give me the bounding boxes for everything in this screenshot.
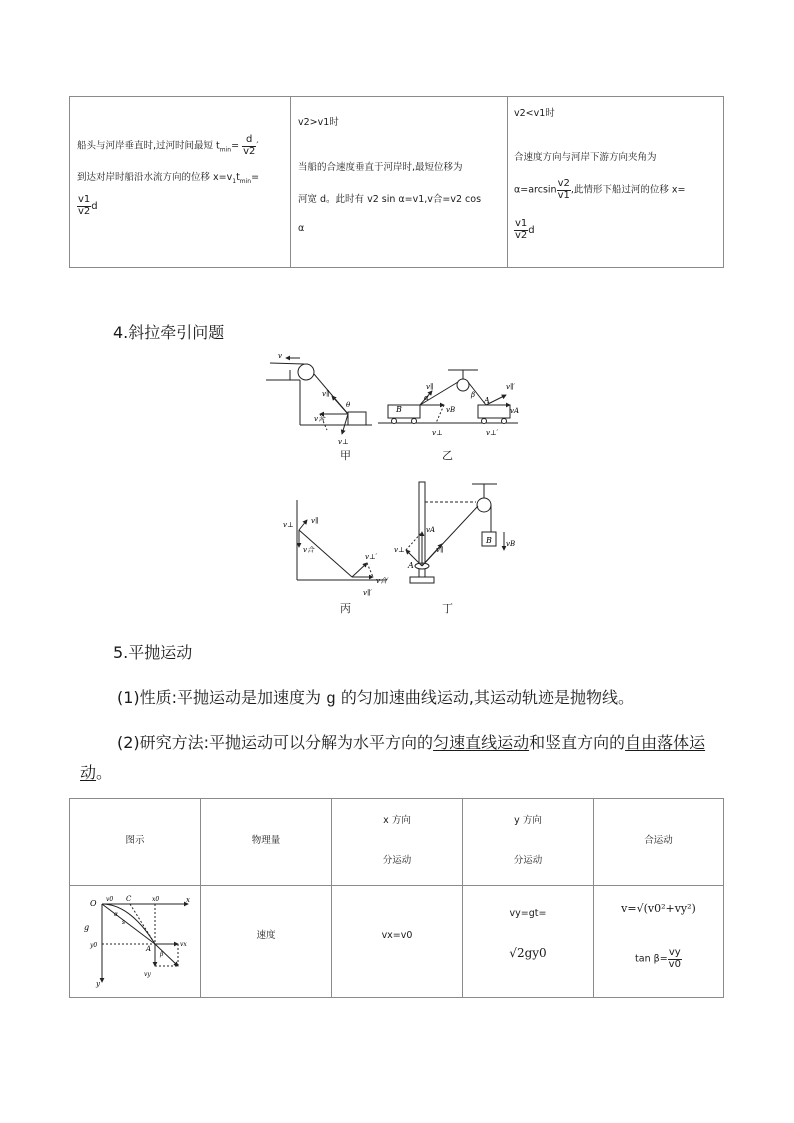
- table2-cell-qty: 速度: [201, 886, 332, 998]
- table1-col1-line2: 到达对岸时船沿水流方向的位移 $x=v_1t_{min}=$: [77, 172, 260, 185]
- table2-header-qty: 物理量: [201, 799, 332, 886]
- table2-header-x: x 方向 分运动: [332, 799, 463, 886]
- table2-header-y: y 方向 分运动: [463, 799, 594, 886]
- table1-col3-line1: v2<v1时: [514, 108, 555, 119]
- label-theta: θ: [346, 401, 351, 409]
- label-v: v: [278, 352, 282, 360]
- label-bing-v-parallel: v∥: [311, 517, 319, 525]
- label-bing-v-perp: v⊥: [283, 521, 294, 529]
- fraction-d-over-v2: $\frac{d}{v2}$: [243, 134, 256, 157]
- label-ding-vB: vB: [506, 540, 516, 548]
- figure-jia-label: 甲: [340, 449, 351, 462]
- label-yi-v-perp: v⊥: [432, 429, 443, 437]
- label-ding-B: B: [486, 536, 492, 545]
- table1-col3-line3: α=arcsin $\frac{v2}{v1}$ ,此情形下船过河的位移 x=: [514, 178, 686, 201]
- table1-col3-fraction: $\frac{v1}{v2}$ d: [515, 218, 535, 241]
- label-vB: vB: [446, 406, 456, 414]
- label-v-parallel-prime: v∥′: [506, 383, 515, 391]
- svg-text:g: g: [84, 923, 90, 932]
- label-B: B: [396, 405, 402, 414]
- figure-ding-diagram: [392, 480, 522, 590]
- figure-jia-diagram: [262, 350, 377, 450]
- label-v-parallel: v∥: [322, 390, 330, 398]
- label-ding-vA: vA: [426, 526, 436, 534]
- svg-text:x: x: [186, 896, 190, 904]
- label-yi-v-parallel: v∥: [426, 383, 434, 391]
- svg-text:β: β: [160, 951, 164, 958]
- table1-col3: [508, 97, 724, 268]
- svg-text:vx: vx: [180, 941, 187, 948]
- table2-header-combined: 合运动: [594, 799, 724, 886]
- label-ding-v-parallel: v∥: [436, 546, 444, 554]
- table1-col2: [291, 97, 508, 268]
- table1-col2-line2: 当船的合速度垂直于河岸时,最短位移为: [298, 162, 463, 173]
- table2-cell-combined: v=√(v0²+vy²) tan β= $\frac{vy}{v0}$: [594, 886, 724, 998]
- svg-text:x0: x0: [152, 896, 160, 903]
- label-A: A: [484, 396, 490, 405]
- projectile-diagram: [80, 894, 192, 989]
- figure-bing-diagram: [277, 495, 392, 600]
- label-bing-v-he: v合: [303, 546, 314, 554]
- svg-text:vy: vy: [144, 971, 151, 978]
- svg-text:y0: y0: [90, 942, 98, 949]
- section5-paragraph2-cont: 动。: [80, 763, 113, 782]
- figure-ding-label: 丁: [442, 602, 453, 615]
- table2-cell-figure: [70, 886, 201, 998]
- section5-paragraph2: (2)研究方法:平抛运动可以分解为水平方向的匀速直线运动和竖直方向的自由落体运: [117, 733, 706, 752]
- svg-text:s: s: [122, 919, 126, 926]
- label-bing-v-he-prime: v合′: [376, 577, 389, 585]
- table2-cell-vx: vx=v0: [332, 886, 463, 998]
- svg-text:O: O: [90, 899, 97, 908]
- figure-bing-label: 丙: [340, 602, 351, 615]
- figure-yi-label: 乙: [442, 449, 453, 462]
- label-v-perp-prime: v⊥′: [486, 429, 499, 437]
- tan-beta-formula: tan β= $\frac{vy}{v0}$: [635, 947, 681, 970]
- table2-cell-vy: vy=gt= √2gy0: [463, 886, 594, 998]
- table1-col2-line1: v2>v1时: [298, 117, 339, 128]
- table1-col3-line2: 合速度方向与河岸下游方向夹角为: [514, 152, 657, 163]
- svg-text:A: A: [146, 945, 152, 953]
- table1-col2-line4: α: [298, 223, 305, 234]
- table1-col1: [70, 97, 291, 268]
- label-v-perp: v⊥: [338, 438, 349, 446]
- svg-text:C: C: [126, 895, 132, 903]
- svg-text:y: y: [96, 980, 100, 988]
- label-ding-A: A: [408, 561, 414, 570]
- svg-text:α: α: [114, 911, 119, 918]
- label-bing-v-parallel-prime: v∥′: [363, 589, 372, 597]
- figure-yi-diagram: [378, 365, 523, 440]
- section5-heading: 5.平抛运动: [113, 643, 193, 662]
- label-v-he: v合: [314, 415, 325, 423]
- svg-text:v0: v0: [106, 896, 114, 903]
- section4-heading: 4.斜拉牵引问题: [113, 323, 225, 342]
- table2-header-fig: 图示: [70, 799, 201, 886]
- table1-col1-line1: 船头与河岸垂直时,过河时间最短 $t_{min}=$ $\frac{d}{v2}$ ′: [77, 134, 259, 157]
- label-vA: vA: [510, 407, 520, 415]
- section5-paragraph1: (1)性质:平抛运动是加速度为 g 的匀加速曲线运动,其运动轨迹是抛物线。: [117, 688, 634, 708]
- label-ding-v-perp: v⊥: [394, 546, 405, 554]
- table1-col1-fraction: $\frac{v1}{v2}$ d: [78, 194, 98, 217]
- projectile-table: [69, 798, 724, 998]
- label-beta: β: [471, 391, 476, 399]
- boat-crossing-table: [69, 96, 724, 268]
- label-alpha: α: [424, 394, 429, 402]
- label-bing-v-perp-prime: v⊥′: [365, 553, 378, 561]
- table1-col2-line3: 河宽 d。此时有 v2 sin α=v1,v合=v2 cos: [298, 194, 482, 205]
